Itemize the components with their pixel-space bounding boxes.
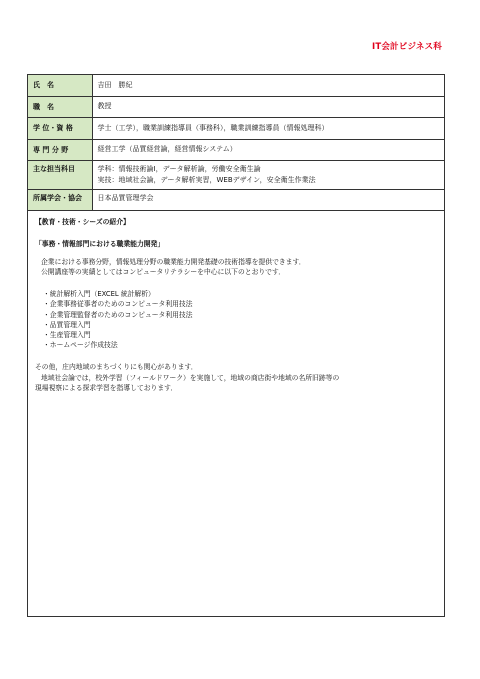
seminar-item: ・企業事務従事者のためのコンピュータ利用技法 bbox=[43, 300, 193, 309]
value-courses bbox=[92, 160, 444, 189]
section-title: 【教育・技術・シーズの紹介】 bbox=[35, 217, 130, 226]
courses-practical: 実技：地域社会論，データ解析実習，WEBデザイン，安全衛生作業法 bbox=[97, 175, 316, 184]
row-courses bbox=[28, 160, 444, 189]
label-courses: 主な担当科目 bbox=[28, 160, 92, 189]
courses-lecture: 学科：情報技術論Ⅰ，データ解析論，労働安全衛生論 bbox=[97, 165, 261, 174]
topic-title: 「事務・情報部門における職業能力開発」 bbox=[35, 239, 165, 248]
closing-paragraph-line: その他，庄内地域のまちづくりにも関心があります． bbox=[35, 363, 198, 372]
row-degree bbox=[28, 117, 444, 139]
value-name: 吉田 勝紀 bbox=[92, 75, 444, 96]
seminar-item: ・品質管理入門 bbox=[43, 320, 91, 329]
profile-sheet bbox=[27, 74, 445, 617]
row-name bbox=[28, 75, 444, 96]
intro-paragraph-line: 企業における事務分野，情報処理分野の職業能力開発基礎の技術指導を提供できます． bbox=[41, 257, 306, 266]
department-name: IT会計ビジネス科 bbox=[371, 42, 442, 52]
profile-table bbox=[28, 75, 444, 211]
label-title: 職 名 bbox=[28, 96, 92, 117]
intro-paragraph-line: 公開講座等の実績としてはコンピュータリテラシーを中心に以下のとおりです． bbox=[41, 268, 286, 277]
value-title: 教授 bbox=[92, 96, 444, 117]
seminar-item: ・ホームページ作成技法 bbox=[43, 341, 118, 350]
row-specialty bbox=[28, 139, 444, 160]
value-specialty: 経営工学（品質経営論，経営情報システム） bbox=[92, 139, 444, 160]
label-name: 氏 名 bbox=[28, 75, 92, 96]
value-societies: 日本品質管理学会 bbox=[92, 189, 444, 210]
label-degree: 学 位・資 格 bbox=[28, 117, 92, 139]
seminar-item: ・企業管理監督者のためのコンピュータ利用技法 bbox=[43, 310, 193, 319]
row-title bbox=[28, 96, 444, 117]
seminar-item: ・統計解析入門（EXCEL 統計解析） bbox=[43, 290, 155, 299]
intro-section bbox=[28, 211, 444, 393]
closing-paragraph-line: 地域社会論では，校外学習（フィールドワーク）を実施して，地域の商店街や地域の名所旧跡等の bbox=[41, 373, 340, 382]
label-societies: 所属学会・協会 bbox=[28, 189, 92, 210]
closing-paragraph-line: 現場視察による探求学習を指導しております． bbox=[35, 383, 178, 392]
label-specialty: 専 門 分 野 bbox=[28, 139, 92, 160]
row-societies bbox=[28, 189, 444, 210]
seminar-item: ・生産管理入門 bbox=[43, 331, 91, 339]
value-degree: 学士（工学），職業訓練指導員（事務科），職業訓練指導員（情報処理科） bbox=[92, 117, 444, 139]
